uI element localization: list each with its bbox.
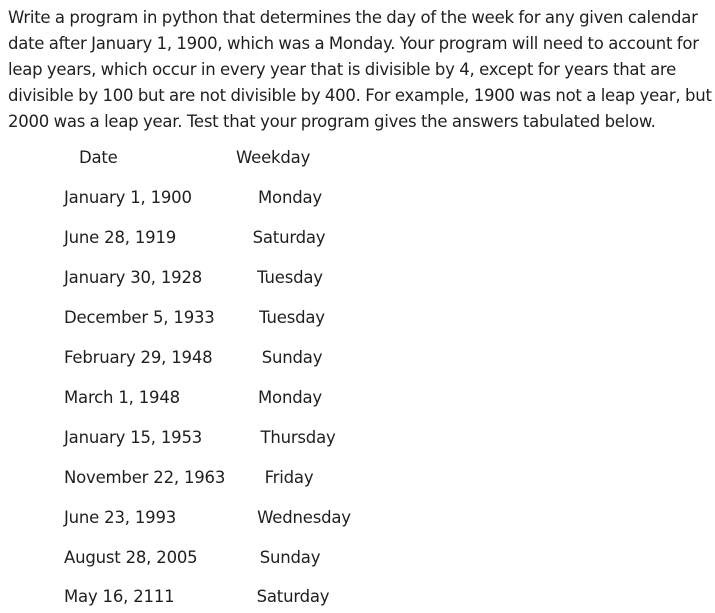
table-row-weekday: Thursday <box>260 428 336 447</box>
table-row-weekday: Wednesday <box>257 508 351 527</box>
table-row-date: May 16, 2111 <box>64 587 175 606</box>
table-row-weekday: Saturday <box>252 228 326 247</box>
table-row-weekday: Sunday <box>261 348 323 367</box>
table-row-date: January 15, 1953 <box>64 428 203 447</box>
table-row-date: March 1, 1948 <box>64 388 180 407</box>
table-row-weekday: Friday <box>264 468 314 487</box>
problem-line: divisible by 100 but are not divisible by 400. For example, 1900 was not a leap year, but <box>8 86 712 105</box>
problem-line: leap years, which occur in every year that is divisible by 4, except for years that are <box>8 60 677 79</box>
table-row-weekday: Sunday <box>259 548 321 567</box>
table-row-date: February 29, 1948 <box>64 348 213 367</box>
table-row-date: June 28, 1919 <box>64 228 177 247</box>
table-row-date: August 28, 2005 <box>64 548 198 567</box>
table-row-date: January 30, 1928 <box>64 268 203 287</box>
table-row-weekday: Tuesday <box>257 268 323 287</box>
table-row-weekday: Tuesday <box>259 308 325 327</box>
problem-line: 2000 was a leap year. Test that your program gives the answers tabulated below. <box>8 112 656 131</box>
table-row-date: June 23, 1993 <box>64 508 177 527</box>
problem-line: date after January 1, 1900, which was a Monday. Your program will need to account for <box>8 34 699 53</box>
table-row-date: November 22, 1963 <box>64 468 226 487</box>
table-row-date: January 1, 1900 <box>64 188 192 207</box>
table-row-weekday: Monday <box>258 188 322 207</box>
table-row-weekday: Monday <box>258 388 322 407</box>
table-row-date: December 5, 1933 <box>64 308 215 327</box>
problem-line: Write a program in python that determines the day of the week for any given calendar <box>8 8 698 27</box>
date-column-header: Date <box>79 148 118 167</box>
table-row-weekday: Saturday <box>256 587 330 606</box>
weekday-column-header: Weekday <box>236 148 311 167</box>
problem-statement <box>8 5 713 135</box>
